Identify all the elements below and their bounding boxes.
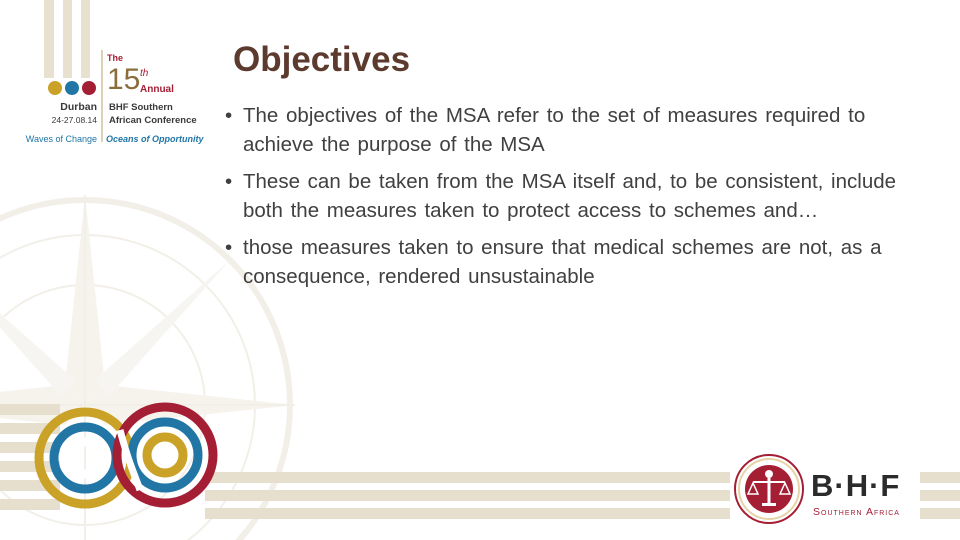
logo-annual: Annual <box>140 84 174 95</box>
logo-city: Durban <box>60 101 97 113</box>
logo-tagline-right: Oceans of Opportunity <box>106 134 204 144</box>
logo-edition-number: 15 <box>107 63 141 96</box>
logo-tagline-left: Waves of Change <box>25 134 97 144</box>
blue-dot <box>65 81 79 95</box>
bullet-text: The objectives of the MSA refer to the set of measures required to achieve the purpose of the MSA <box>243 104 866 156</box>
logo-dates: 24-27.08.14 <box>51 115 97 125</box>
bullet-text: These can be taken from the MSA itself and, to be consistent, include both the measures taken to protect access to schemes and… <box>243 170 897 222</box>
logo-the: The <box>107 53 124 63</box>
slide-title: Objectives <box>233 40 411 79</box>
logo-org-line2: African Conference <box>109 115 197 126</box>
conference-logo <box>0 0 225 150</box>
bullet-dot-icon: • <box>225 104 233 127</box>
bhf-logo <box>733 452 918 526</box>
red-dot <box>82 81 96 95</box>
bhf-letters: B·H·F <box>811 468 901 503</box>
bhf-subtitle: Southern Africa <box>813 506 900 518</box>
bullet-item <box>222 233 922 291</box>
bullet-text: those measures taken to ensure that medical schemes are not, as a consequence, rendered unsustainable <box>243 236 882 288</box>
infinity-swirl-emblem <box>39 407 213 504</box>
bullet-list <box>222 101 922 299</box>
bullet-item <box>222 167 922 225</box>
bullet-dot-icon: • <box>225 170 233 193</box>
logo-org-line1: BHF Southern <box>109 102 173 113</box>
logo-edition-suffix: th <box>140 68 149 79</box>
gold-dot <box>48 81 62 95</box>
bullet-item <box>222 101 922 159</box>
bullet-dot-icon: • <box>225 236 233 259</box>
scales-of-justice-icon <box>735 455 803 523</box>
